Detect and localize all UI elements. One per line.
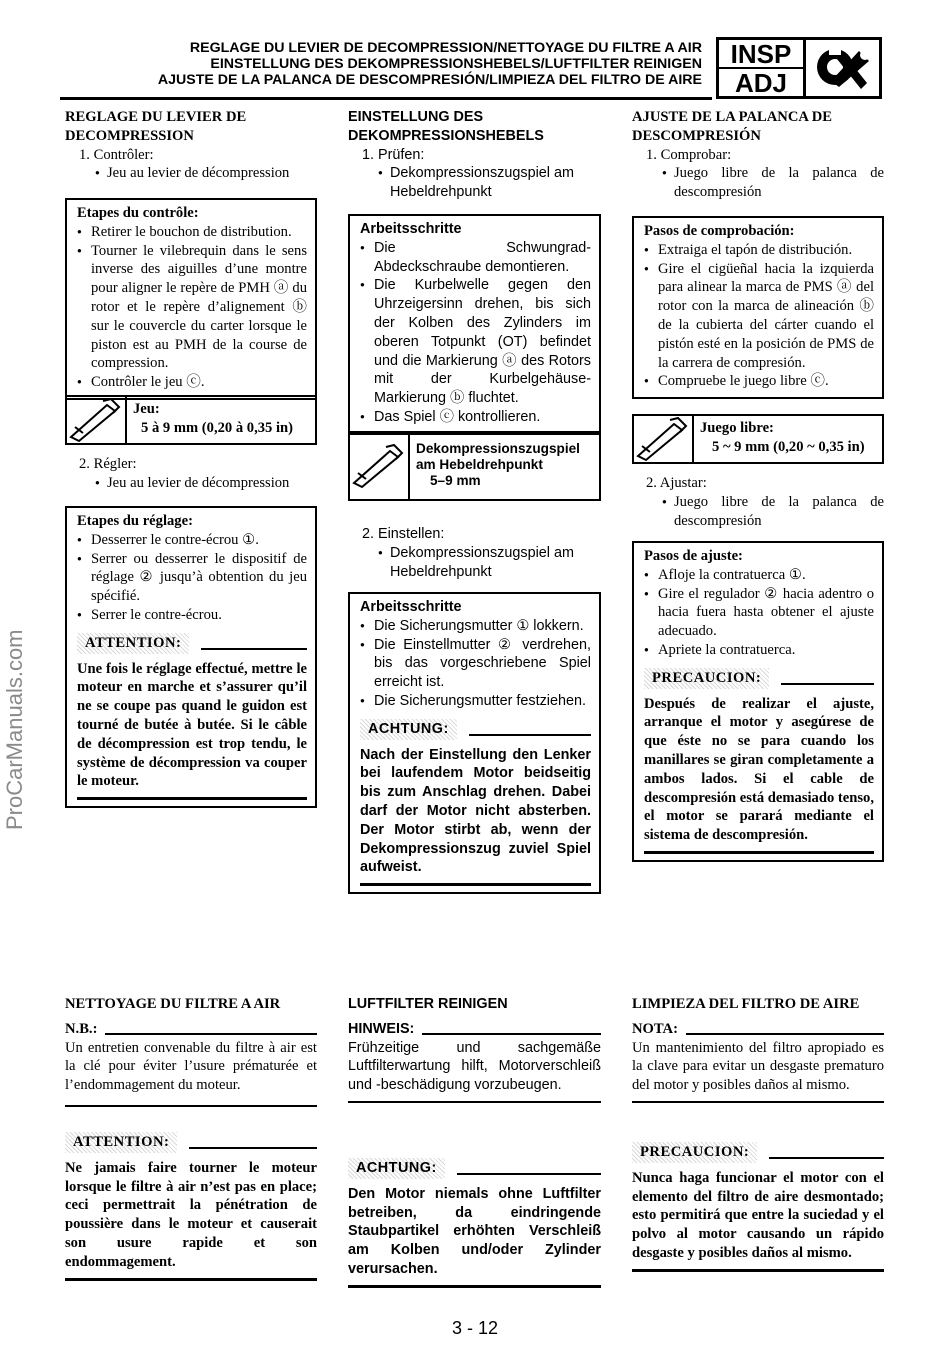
de-nb-text: Frühzeitige und sachgemäße Luftfilterwartung hilft, Motorverschleiß und -beschädigung vorzubeugen.	[348, 1039, 601, 1094]
fr-step1-item: ● Jeu au levier de décompression	[65, 164, 317, 183]
de-warning-text: Nach der Einstellung den Lenker bei laufendem Motor beidseitig bis zum Anschlag drehen. Dabei darf der Motor nicht absterben. Der Motor stirbt ab, wenn der Dekompressionszug zuviel Spiel aufweist.	[360, 746, 591, 876]
es-filter-warning	[632, 1142, 884, 1272]
de-nb-bottom-rule	[348, 1101, 601, 1103]
de-adjust-title: Arbeitsschritte	[360, 599, 462, 615]
es-nb-bottom-rule	[632, 1101, 884, 1103]
fr-check-box	[65, 198, 317, 400]
fr-nb-rule	[105, 1033, 317, 1035]
header-titles	[60, 40, 702, 88]
es-step1: 1. Comprobar:	[646, 146, 732, 163]
fr-filter-warning	[65, 1132, 317, 1281]
de-spec-text	[410, 433, 580, 499]
caliper-icon	[350, 433, 410, 499]
fr-filter-warning-line	[65, 1132, 317, 1153]
header-title-fr: REGLAGE DU LEVIER DE DECOMPRESSION/NETTOYAGE DU FILTRE A AIR	[189, 40, 702, 56]
es-warning-rule	[781, 683, 874, 685]
de-step2-block	[348, 525, 601, 581]
de-filter-warning-tag: ACHTUNG:	[348, 1158, 445, 1179]
es-adjust-item: ● Afloje la contratuerca ①.	[644, 566, 874, 585]
fr-adjust-item: ● Serrer ou desserrer le dispositif de réglage ② jusqu’à obtention du jeu spécifié.	[77, 550, 307, 606]
caliper-icon	[634, 416, 694, 462]
de-warning-tag: ACHTUNG:	[360, 719, 457, 740]
de-filter-warning-bottom-rule	[348, 1285, 601, 1288]
column-de	[348, 108, 601, 202]
badge-insp: INSP	[719, 40, 803, 69]
fr-adjust-item: ● Serrer le contre-écrou.	[77, 606, 307, 625]
de-spec-box	[348, 431, 601, 501]
de-check-box	[348, 214, 601, 435]
es-nb-text: Un mantenimiento del filtro apropiado es la clave para evitar un desgaste prematuro del motor y posibles daños al mismo.	[632, 1039, 884, 1094]
de-step2-item: ● Dekompressionszugspiel am Hebeldrehpunkt	[348, 544, 601, 582]
es-nb-line	[632, 1020, 884, 1039]
de-adjust-item: ● Die Sicherungsmutter ① lokkern.	[360, 617, 591, 636]
de-filter-warning	[348, 1158, 601, 1288]
de-step2: 2. Einstellen:	[362, 526, 445, 542]
watermark-text: ProCarManuals.com	[2, 629, 27, 830]
es-nb-rule	[686, 1033, 884, 1035]
header-title-de: EINSTELLUNG DES DEKOMPRESSIONSHEBELS/LUFTFILTER REINIGEN	[210, 56, 702, 72]
tools-icon	[809, 43, 875, 93]
caliper-icon	[67, 397, 127, 443]
de-check-title: Arbeitsschritte	[360, 221, 462, 237]
es-step2-block	[632, 474, 884, 530]
de-nb-line	[348, 1020, 601, 1039]
es-warning-tag: PRECAUCION:	[644, 668, 769, 689]
fr-filter-warning-tag: ATTENTION:	[65, 1132, 177, 1153]
badge-divider	[803, 40, 806, 96]
fr-warning-bottom-rule	[77, 797, 307, 800]
de-warning-rule	[469, 734, 591, 736]
fr-adjust-box	[65, 506, 317, 808]
fr-warning-rule	[201, 648, 307, 650]
es-filter-warning-bottom-rule	[632, 1269, 884, 1272]
fr-spec-title: Jeu:	[133, 401, 160, 417]
es-step2-item: ● Juego libre de la palanca de descompresión	[632, 493, 884, 531]
es-check-box	[632, 216, 884, 399]
fr-step2-item: ● Jeu au levier de décompression	[65, 474, 317, 493]
fr-nb-tag: N.B.:	[65, 1020, 98, 1037]
fr-spec-text	[127, 397, 293, 443]
header-title-es: AJUSTE DE LA PALANCA DE DESCOMPRESIÓN/LIMPIEZA DEL FILTRO DE AIRE	[157, 72, 702, 88]
fr-check-item: ● Retirer le bouchon de distribution.	[77, 223, 307, 242]
de-spec-value: 5–9 mm	[430, 473, 481, 488]
fr-filter-warning-rule	[189, 1147, 317, 1149]
es-heading: AJUSTE DE LA PALANCA DE DESCOMPRESIÓN	[632, 109, 833, 144]
fr-nb-line	[65, 1020, 317, 1039]
es-adjust-item: ● Gire el regulador ② hacia adentro o hacia fuera hasta obtener el ajuste adecuado.	[644, 585, 874, 641]
fr-warning-tag: ATTENTION:	[77, 633, 189, 654]
fr-spec-box	[65, 395, 317, 445]
es-step1-item: ● Juego libre de la palanca de descompresión	[632, 164, 884, 202]
de-check-item: ● Die Kurbelwelle gegen den Uhrzeigersinn drehen, bis sich der Kolben des Zylinders im oberen Totpunkt (OT) befindet und die Markierung ⓐ des Rotors mit der Kurbelgehäuse-Markierung ⓑ fluchtet.	[360, 276, 591, 408]
de-heading: EINSTELLUNG DES DEKOMPRESSIONSHEBELS	[348, 109, 544, 144]
es-step2: 2. Ajustar:	[646, 475, 707, 491]
es-filter-section	[632, 995, 884, 1103]
de-check-item: ● Die Schwungrad-Abdeckschraube demontieren.	[360, 239, 591, 277]
es-spec-title: Juego libre:	[700, 420, 774, 436]
es-check-item: ● Gire el cigüeñal hacia la izquierda para alinear la marca de PMS ⓐ del rotor con la marca de alineación ⓑ de la cubierta del cárter cuando el pistón esté en la posición de PMS de la carrera de compresión.	[644, 260, 874, 373]
fr-warning-text: Une fois le réglage effectué, mettre le moteur en marche et s’assurer qu’il ne se coupe pas quand le guidon est tourné de butée à butée. Si le câble de décompression est trop tendu, le système de décompression va couper le moteur.	[77, 660, 307, 790]
badge-adj: ADJ	[734, 68, 787, 98]
column-es	[632, 108, 884, 202]
es-filter-warning-rule	[769, 1157, 884, 1159]
fr-check-item: ● Tourner le vilebrequin dans le sens inverse des aiguilles d’une montre pour aligner le repère de PMH ⓐ du rotor et le repère d’alignement ⓑ sur le couvercle du carter lorsque le piston est au PMH de la course de compression.	[77, 242, 307, 374]
de-filter-section	[348, 995, 601, 1103]
fr-heading: REGLAGE DU LEVIER DE DECOMPRESSION	[65, 109, 247, 144]
de-nb-tag: HINWEIS:	[348, 1020, 415, 1037]
es-filter-heading: LIMPIEZA DEL FILTRO DE AIRE	[632, 996, 860, 1012]
header-rule	[60, 97, 712, 100]
de-adjust-box	[348, 592, 601, 894]
es-spec-value: 5 ~ 9 mm (0,20 ~ 0,35 in)	[712, 438, 865, 455]
watermark	[0, 570, 26, 830]
de-nb-rule	[422, 1033, 601, 1035]
fr-filter-warning-text: Ne jamais faire tourner le moteur lorsque le filtre à air n’est pas en place; ceci permettrait la pénétration de poussière dans le moteur et causerait son usure rapide et son endommagement.	[65, 1159, 317, 1270]
de-filter-heading: LUFTFILTER REINIGEN	[348, 996, 508, 1012]
es-spec-text	[694, 416, 865, 462]
de-filter-warning-rule	[457, 1173, 601, 1175]
de-adjust-item: ● Die Einstellmutter ② verdrehen, bis das vorgeschriebene Spiel erreicht ist.	[360, 636, 591, 692]
fr-filter-warning-bottom-rule	[65, 1278, 317, 1281]
es-warning-bottom-rule	[644, 851, 874, 854]
column-fr	[65, 108, 317, 183]
es-warning-text: Después de realizar el ajuste, arranque el motor y asegúrese de que éste no se para cuando los manillares se giran completamente a ambos lados. Si el cable de descompresión está demasiado tenso, el motor se parará mediante el sistema de descompresión.	[644, 695, 874, 844]
es-filter-warning-line	[632, 1142, 884, 1163]
es-adjust-box	[632, 541, 884, 862]
es-check-title: Pasos de comprobación:	[644, 223, 795, 239]
fr-check-title: Etapes du contrôle:	[77, 205, 199, 221]
de-warning-line	[360, 719, 591, 740]
es-filter-warning-text: Nunca haga funcionar el motor con el elemento del filtro de aire desmontado; esto permitirá que entre la suciedad y el polvo al motor causando un rápido desgaste y posibles daños al mismo.	[632, 1169, 884, 1261]
es-nb-tag: NOTA:	[632, 1020, 678, 1037]
es-spec-box	[632, 414, 884, 464]
fr-filter-heading: NETTOYAGE DU FILTRE A AIR	[65, 996, 281, 1012]
fr-warning-line	[77, 633, 307, 654]
fr-filter-section	[65, 995, 317, 1107]
es-adjust-item: ● Apriete la contratuerca.	[644, 641, 874, 660]
de-warning-bottom-rule	[360, 883, 591, 886]
de-adjust-item: ● Die Sicherungsmutter festziehen.	[360, 692, 591, 711]
es-filter-warning-tag: PRECAUCION:	[632, 1142, 757, 1163]
de-step1-item: ● Dekompressionszugspiel am Hebeldrehpunkt	[348, 164, 601, 202]
de-check-item: ● Das Spiel ⓒ kontrollieren.	[360, 408, 591, 427]
fr-nb-text: Un entretien convenable du filtre à air est la clé pour éviter l’usure prématurée et l’endommagement du moteur.	[65, 1039, 317, 1094]
fr-step2-block	[65, 455, 317, 493]
fr-spec-value: 5 à 9 mm (0,20 à 0,35 in)	[141, 419, 294, 436]
es-adjust-title: Pasos de ajuste:	[644, 548, 743, 564]
section-badge	[716, 37, 882, 99]
de-spec-title: Dekompressionszugspiel am Hebeldrehpunkt	[416, 441, 580, 472]
fr-adjust-item: ● Desserrer le contre-écrou ①.	[77, 531, 307, 550]
fr-check-item: ● Contrôler le jeu ⓒ.	[77, 373, 307, 392]
page-number: 3 - 12	[451, 1318, 499, 1338]
de-step1: 1. Prüfen:	[362, 146, 425, 163]
fr-adjust-title: Etapes du réglage:	[77, 513, 193, 529]
fr-step1: 1. Contrôler:	[79, 146, 154, 163]
fr-nb-bottom-rule	[65, 1105, 317, 1107]
es-warning-line	[644, 668, 874, 689]
de-filter-warning-line	[348, 1158, 601, 1179]
fr-step2: 2. Régler:	[79, 456, 137, 472]
es-check-item: ● Compruebe le juego libre ⓒ.	[644, 372, 874, 391]
de-filter-warning-text: Den Motor niemals ohne Luftfilter betreiben, da eindringende Staubpartikel erhöhten Verschleiß am Kolben und/oder Zylinder verursachen.	[348, 1185, 601, 1277]
es-check-item: ● Extraiga el tapón de distribución.	[644, 241, 874, 260]
